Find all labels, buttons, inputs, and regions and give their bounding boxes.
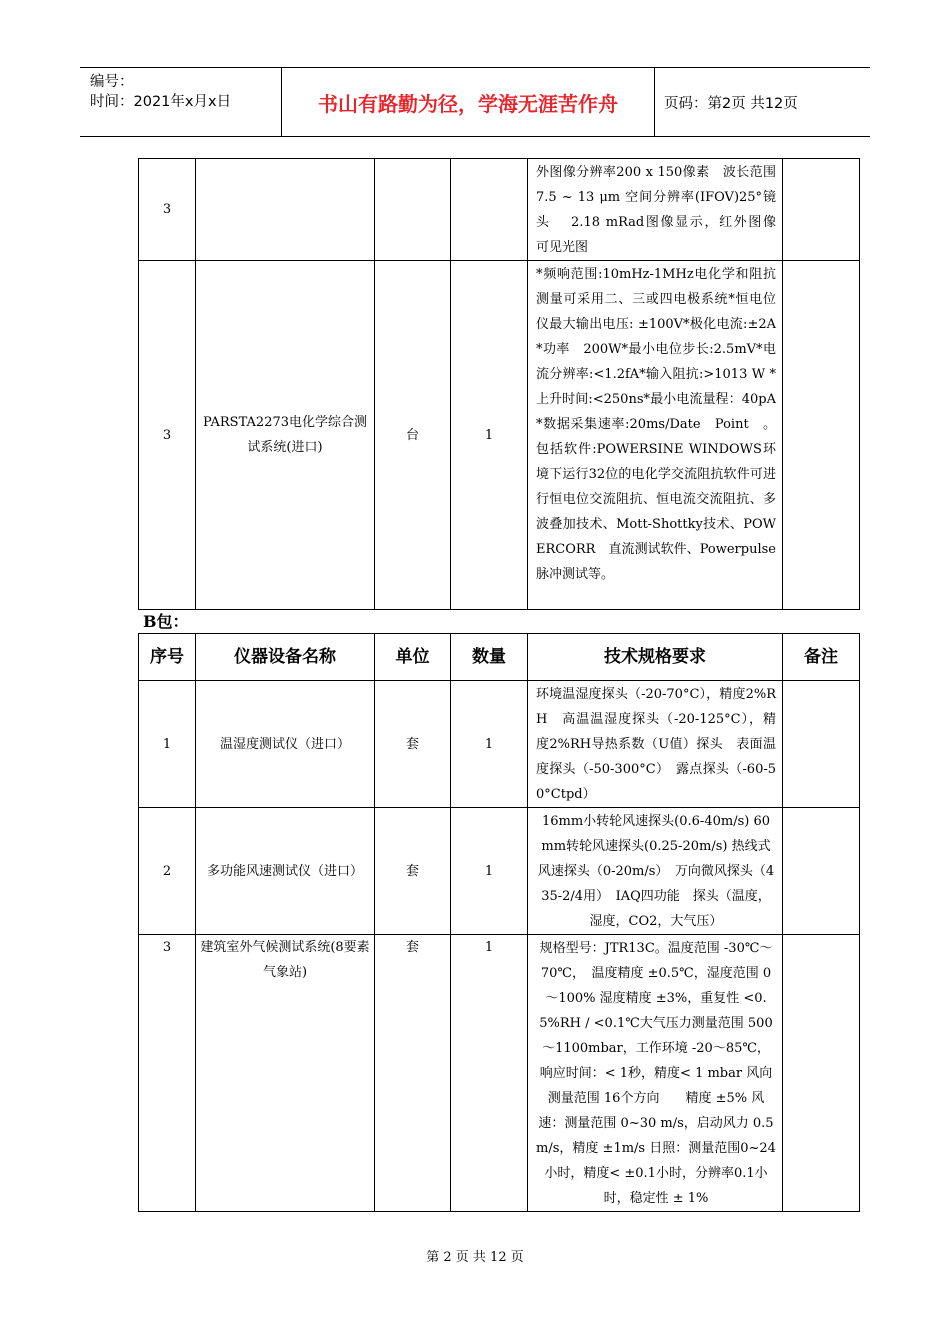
remark [783,935,860,1212]
header-number: 序号 [139,634,196,681]
remark [783,681,860,808]
row-number: 3 [139,261,196,610]
remark [783,808,860,935]
table-row [139,808,860,935]
header-motto: 书山有路勤为径，学海无涯苦作舟 [282,68,655,136]
remark [783,159,860,261]
table-header-row [139,634,860,681]
header-page-info: 页码：第2页 共12页 [664,95,798,112]
row-number: 3 [139,159,196,261]
equipment-quantity: 1 [451,681,528,808]
equipment-table-b [138,633,860,1212]
technical-spec: 环境温湿度探头（-20-70°C），精度2%RH 高温温湿度探头（-20-125°C），精度2%RH导热系数（U值）探头 表面温度探头（-50-300°C） 露点探头（-60-50°Ctpd） [528,681,783,808]
technical-spec: 16mm小转轮风速探头(0.6-40m/s) 60 mm转轮风速探头(0.25-20m/s) 热线式风速探头（0-20m/s） 万向微风探头（435-2/4用） IAQ四功能 探头（温度，湿度，CO2，大气压） [528,808,783,935]
equipment-name [196,159,375,261]
document-number-label: 编号： [90,74,134,90]
equipment-quantity: 1 [451,808,528,935]
table-row [139,681,860,808]
equipment-name: PARSTA2273电化学综合测试系统(进口) [196,261,375,610]
package-b-label: B包： [143,612,189,631]
equipment-name: 温湿度测试仪（进口） [196,681,375,808]
page-footer: 第 2 页 共 12 页 [426,1250,524,1265]
header-technical-spec: 技术规格要求 [528,634,783,681]
header-equipment-name: 仪器设备名称 [196,634,375,681]
table-row [139,935,860,1212]
remark [783,261,860,610]
document-date: 时间：2021年x月x日 [90,94,232,110]
table-row [139,261,860,610]
header-unit: 单位 [375,634,451,681]
row-number: 3 [139,935,196,1212]
row-number: 2 [139,808,196,935]
table-row [139,159,860,261]
technical-spec: 规格型号：JTR13C。温度范围 -30℃～70℃， 温度精度 ±0.5℃，湿度范围 0～100% 湿度精度 ±3%，重复性 <0.5%RH / <0.1℃大气压力测量范围 500～1100mbar，工作环境 -20～85℃，响应时间：< 1秒，精度< 1 mbar 风向测量范围 16个方向 精度 ±5% 风速：测量范围 0~30 m/s，启动风力 0.5 m/s，精度 ±1m/s 日照：测量范围0~24小时，精度< ±0.1小时，分辨率0.1小时，稳定性 ± 1% [528,935,783,1212]
equipment-quantity: 1 [451,261,528,610]
technical-spec: *频响范围:10mHz-1MHz电化学和阻抗测量可采用二、三或四电极系统*恒电位仪最大输出电压: ±100V*极化电流:±2A*功率 200W*最小电位步长:2.5mV*电流分辨率:<1.2fA*输入阻抗:>1013 W *上升时间:<250ns*最小电流量程：40pA*数据采集速率:20ms/Date Point 。包括软件:POWERSINE WINDOWS环境下运行32位的电化学交流阻抗软件可进行恒电位交流阻抗、恒电流交流阻抗、多波叠加技术、Mott-Shottky技术、POWERCORR 直流测试软件、Powerpulse脉冲测试等。 [528,261,783,610]
equipment-name: 建筑室外气候测试系统(8要素气象站) [196,935,375,1212]
equipment-unit: 套 [375,681,451,808]
technical-spec: 外图像分辨率200 x 150像素 波长范围7.5 ~ 13 μm 空间分辨率(IFOV)25°镜头 2.18 mRad图像显示，红外图像 可见光图 [528,159,783,261]
equipment-unit: 台 [375,261,451,610]
equipment-quantity [451,159,528,261]
row-number: 1 [139,681,196,808]
header-meta [80,68,282,136]
equipment-unit: 套 [375,808,451,935]
equipment-name: 多功能风速测试仪（进口） [196,808,375,935]
header-remark: 备注 [783,634,860,681]
equipment-table-a [138,158,860,610]
page-header [80,67,870,137]
equipment-quantity: 1 [451,935,528,1212]
equipment-unit [375,159,451,261]
equipment-unit: 套 [375,935,451,1212]
header-quantity: 数量 [451,634,528,681]
